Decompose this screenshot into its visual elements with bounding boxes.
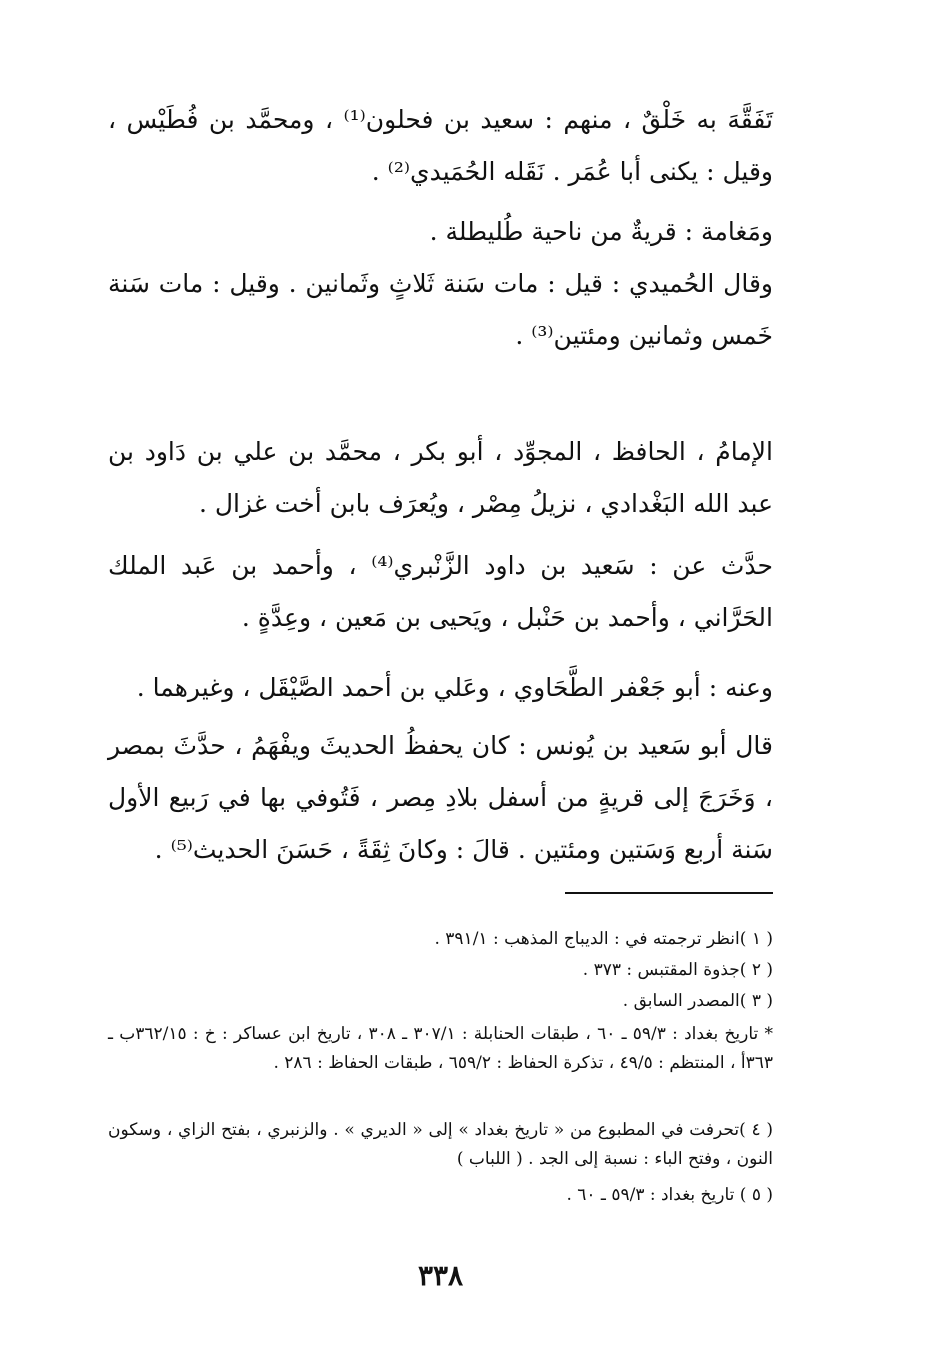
footnote-2: ( ٢ )جذوة المقتبس : ٣٧٣ .	[582, 960, 773, 980]
paragraph-teachers: حدَّث عن : سَعيد بن داود الزَّنْبري⁽⁴⁾ ، وأحمد بن عَبد الملك الحَرَّاني ، وأحمد بن حَنْبل ، ويَحيى بن مَعين ، وعِدَّةٍ .	[108, 551, 773, 632]
paragraph-students: تَفَقَّهَ به خَلْقٌ ، منهم : سعيد بن فحلون⁽¹⁾ ، ومحمَّد بن فُطَيْس ، وقيل : يكنى أبا عُمَر . نَقَله الحُمَيدي⁽²⁾ .	[108, 105, 773, 186]
footnote-separator	[565, 892, 773, 894]
page-number: ٣٣٨	[417, 1259, 464, 1292]
paragraph-maghama: ومَغامة : قريةٌ من ناحية طُليطلة .	[429, 217, 773, 246]
paragraph-students-of: وعنه : أبو جَعْفر الطَّحَاوي ، وعَلي بن أحمد الصَّيْقَل ، وغيرهما .	[136, 673, 773, 702]
footnote-4: ( ٤ )تحرفت في المطبوع من « تاريخ بغداد » إلى « الديري » . والزنبري ، بفتح الزاي ، وسكون النون ، وفتح الباء : نسبة إلى الجد . ( اللباب )	[108, 1120, 773, 1169]
paragraph-biography-name: الإمامُ ، الحافظ ، المجوِّد ، أبو بكر ، محمَّد بن علي بن دَاود بن عبد الله البَغْدادي ، نزيلُ مِصْر ، ويُعرَف بابن أخت غزال .	[108, 437, 773, 518]
footnote-sources: * تاريخ بغداد : ٥٩/٣ ـ ٦٠ ، طبقات الحنابلة : ٣٠٧/١ ـ ٣٠٨ ، تاريخ ابن عساكر : خ : ٣٦٢/١٥ب ـ ٣٦٣أ ، المنتظم : ٤٩/٥ ، تذكرة الحفاظ : ٦٥٩/٢ ، طبقات الحفاظ : ٢٨٦ .	[108, 1024, 774, 1073]
footnote-1: ( ١ )انظر ترجمته في : الديباج المذهب : ٣٩١/١ .	[434, 929, 773, 949]
footnote-3: ( ٣ )المصدر السابق .	[622, 991, 773, 1011]
paragraph-death-date: وقال الحُميدي : قيل : مات سَنة ثَلاثٍ وثَمانين . وقيل : مات سَنة خَمس وثمانين ومئتين⁽³⁾ .	[108, 269, 773, 350]
footnote-5: ( ٥ ) تاريخ بغداد : ٥٩/٣ ـ ٦٠ .	[566, 1185, 773, 1205]
paragraph-ibn-yunus-quote: قال أبو سَعيد بن يُونس : كان يحفظُ الحديثَ ويفْهَمُ ، حدَّثَ بمصر ، وَخَرَجَ إلى قريةٍ من أسفل بلادِ مِصر ، فَتُوفي بها في رَبيع الأول سَنة أربع وَسَتين ومئتين . قالَ : وكانَ ثِقَةً ، حَسَنَ الحديث⁽⁵⁾ .	[108, 731, 773, 864]
